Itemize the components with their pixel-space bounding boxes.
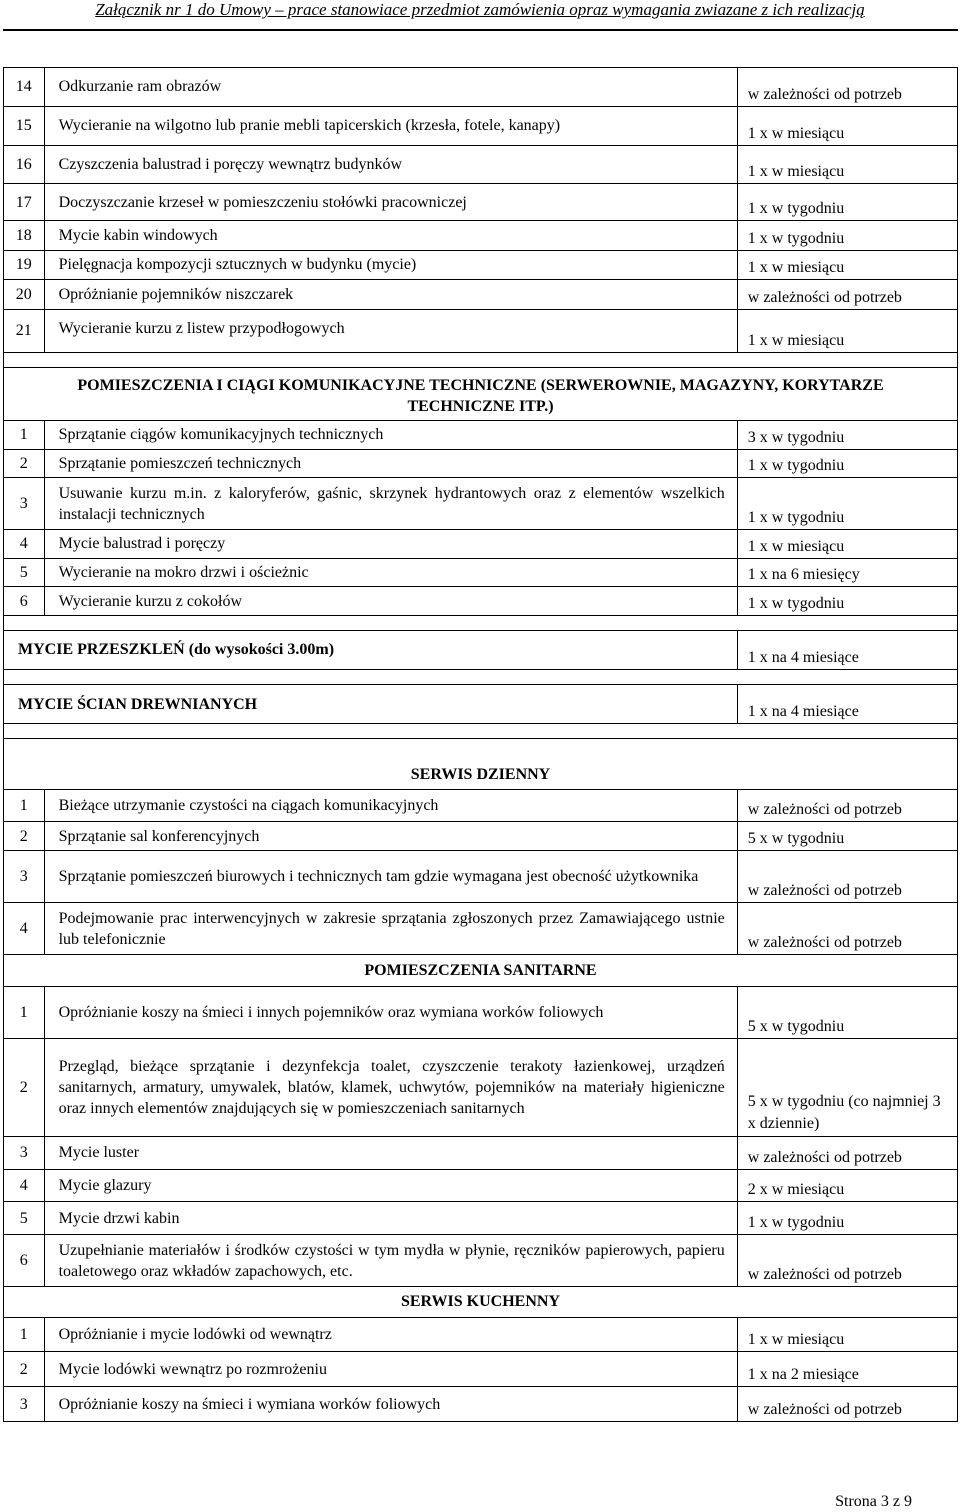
row-frequency: 1 x w tygodniu bbox=[737, 449, 957, 478]
row-frequency: w zależności od potrzeb bbox=[737, 1387, 957, 1422]
row-number: 5 bbox=[4, 1202, 45, 1235]
table-row bbox=[4, 1352, 958, 1387]
row-description: Przegląd, bieżące sprzątanie i dezynfekcja toalet, czyszczenie terakoty łazienkowej, urządzeń sanitarnych, armatury, umywalek, blatów, klamek, uchwytów, pojemników na materiały higieniczne oraz innych elementów znajdujących się w pomieszczeniach sanitarnych bbox=[44, 1039, 737, 1137]
services-table bbox=[3, 67, 958, 1422]
row-number: 1 bbox=[4, 790, 45, 822]
row-frequency: w zależności od potrzeb bbox=[737, 851, 957, 903]
row-description: Opróżnianie pojemników niszczarek bbox=[44, 280, 737, 310]
glass-washing-title: MYCIE PRZESZKLEŃ (do wysokości 3.00m) bbox=[4, 631, 738, 670]
row-frequency: w zależności od potrzeb bbox=[737, 280, 957, 310]
row-description: Uzupełnianie materiałów i środków czystości w tym mydła w płynie, ręczników papierowych, papieru toaletowego oraz wkładów zapachowych, etc. bbox=[44, 1235, 737, 1287]
row-description: Opróżnianie i mycie lodówki od wewnątrz bbox=[44, 1317, 737, 1352]
row-description: Sprzątanie pomieszczeń technicznych bbox=[44, 449, 737, 478]
row-description: Wycieranie kurzu z listew przypodłogowych bbox=[44, 309, 737, 352]
row-frequency: w zależności od potrzeb bbox=[737, 1137, 957, 1170]
row-description: Odkurzanie ram obrazów bbox=[44, 68, 737, 107]
row-description: Sprzątanie ciągów komunikacyjnych technicznych bbox=[44, 420, 737, 449]
row-frequency: 1 x w tygodniu bbox=[737, 184, 957, 221]
row-number: 2 bbox=[4, 821, 45, 851]
row-description: Czyszczenia balustrad i poręczy wewnątrz budynków bbox=[44, 145, 737, 184]
table-row bbox=[4, 1137, 958, 1170]
table-row bbox=[4, 1202, 958, 1235]
row-description: Wycieranie na mokro drzwi i ościeżnic bbox=[44, 558, 737, 587]
spacer-row bbox=[4, 615, 958, 630]
section-title-sanitary: POMIESZCZENIA SANITARNE bbox=[4, 955, 958, 987]
spacer-row bbox=[4, 723, 958, 738]
row-description: Sprzątanie sal konferencyjnych bbox=[44, 821, 737, 851]
section-title-technical: POMIESZCZENIA I CIĄGI KOMUNIKACYJNE TECHNICZNE (SERWEROWNIE, MAGAZYNY, KORYTARZE TECHNICZNE ITP.) bbox=[4, 367, 958, 420]
row-description: Wycieranie kurzu z cokołów bbox=[44, 587, 737, 616]
row-number: 6 bbox=[4, 1235, 45, 1287]
wooden-walls-frequency: 1 x na 4 miesiące bbox=[737, 685, 957, 724]
table-row bbox=[4, 250, 958, 280]
page-number: Strona 3 z 9 bbox=[835, 1493, 912, 1510]
table-row bbox=[4, 221, 958, 251]
row-frequency: 1 x w miesiącu bbox=[737, 309, 957, 352]
row-frequency: w zależności od potrzeb bbox=[737, 68, 957, 107]
row-frequency: 1 x w miesiącu bbox=[737, 145, 957, 184]
row-description: Opróżnianie koszy na śmieci i innych pojemników oraz wymiana worków foliowych bbox=[44, 987, 737, 1039]
row-number: 16 bbox=[4, 145, 45, 184]
row-frequency: 3 x w tygodniu bbox=[737, 420, 957, 449]
row-description: Mycie lodówki wewnątrz po rozmrożeniu bbox=[44, 1352, 737, 1387]
row-frequency: 5 x w tygodniu bbox=[737, 987, 957, 1039]
row-description: Pielęgnacja kompozycji sztucznych w budynku (mycie) bbox=[44, 250, 737, 280]
row-frequency: 1 x w miesiącu bbox=[737, 1317, 957, 1352]
table-row bbox=[4, 449, 958, 478]
table-row bbox=[4, 1039, 958, 1137]
table-row bbox=[4, 790, 958, 822]
row-description: Mycie luster bbox=[44, 1137, 737, 1170]
table-row bbox=[4, 851, 958, 903]
row-number: 15 bbox=[4, 106, 45, 145]
row-description: Doczyszczanie krzeseł w pomieszczeniu stołówki pracowniczej bbox=[44, 184, 737, 221]
row-number: 1 bbox=[4, 1317, 45, 1352]
row-number: 2 bbox=[4, 449, 45, 478]
spacer-row bbox=[4, 669, 958, 684]
section-header-row bbox=[4, 955, 958, 987]
row-number: 2 bbox=[4, 1352, 45, 1387]
row-number: 2 bbox=[4, 1039, 45, 1137]
row-frequency: 1 x w miesiącu bbox=[737, 106, 957, 145]
row-frequency: w zależności od potrzeb bbox=[737, 903, 957, 955]
row-frequency: 1 x w tygodniu bbox=[737, 587, 957, 616]
table-row bbox=[4, 1169, 958, 1202]
row-description: Sprzątanie pomieszczeń biurowych i technicznych tam gdzie wymagana jest obecność użytkownika bbox=[44, 851, 737, 903]
row-number: 5 bbox=[4, 558, 45, 587]
document-header: Załącznik nr 1 do Umowy – prace stanowiace przedmiot zamówienia opraz wymagania zwiazane z ich realizacją bbox=[95, 0, 865, 19]
table-row bbox=[4, 987, 958, 1039]
row-number: 19 bbox=[4, 250, 45, 280]
row-number: 14 bbox=[4, 68, 45, 107]
row-description: Mycie balustrad i poręczy bbox=[44, 530, 737, 559]
row-frequency: 1 x w tygodniu bbox=[737, 478, 957, 530]
table-row bbox=[4, 1235, 958, 1287]
section-title-day-service: SERWIS DZIENNY bbox=[4, 739, 958, 790]
row-number: 20 bbox=[4, 280, 45, 310]
table-row bbox=[4, 1387, 958, 1422]
table-row bbox=[4, 821, 958, 851]
row-number: 21 bbox=[4, 309, 45, 352]
row-frequency: w zależności od potrzeb bbox=[737, 1235, 957, 1287]
table-row bbox=[4, 530, 958, 559]
row-number: 4 bbox=[4, 903, 45, 955]
row-number: 3 bbox=[4, 478, 45, 530]
table-row bbox=[4, 184, 958, 221]
row-description: Podejmowanie prac interwencyjnych w zakresie sprzątania zgłoszonych przez Zamawiającego ustnie lub telefonicznie bbox=[44, 903, 737, 955]
table-row bbox=[4, 478, 958, 530]
row-description: Mycie drzwi kabin bbox=[44, 1202, 737, 1235]
row-frequency: 5 x w tygodniu (co najmniej 3 x dziennie) bbox=[737, 1039, 957, 1137]
row-frequency: 1 x w miesiącu bbox=[737, 250, 957, 280]
row-number: 4 bbox=[4, 530, 45, 559]
row-frequency: 1 x w tygodniu bbox=[737, 221, 957, 251]
row-number: 18 bbox=[4, 221, 45, 251]
row-description: Mycie kabin windowych bbox=[44, 221, 737, 251]
section-header-row bbox=[4, 1287, 958, 1318]
section-header-row bbox=[4, 367, 958, 420]
row-number: 3 bbox=[4, 851, 45, 903]
row-frequency: 1 x na 2 miesiące bbox=[737, 1352, 957, 1387]
table-row bbox=[4, 558, 958, 587]
row-frequency: 1 x na 6 miesięcy bbox=[737, 558, 957, 587]
row-number: 1 bbox=[4, 420, 45, 449]
table-row bbox=[4, 420, 958, 449]
table-row bbox=[4, 587, 958, 616]
row-description: Opróżnianie koszy na śmieci i wymiana worków foliowych bbox=[44, 1387, 737, 1422]
row-number: 6 bbox=[4, 587, 45, 616]
row-description: Mycie glazury bbox=[44, 1169, 737, 1202]
row-description: Wycieranie na wilgotno lub pranie mebli tapicerskich (krzesła, fotele, kanapy) bbox=[44, 106, 737, 145]
row-number: 4 bbox=[4, 1169, 45, 1202]
table-row bbox=[4, 68, 958, 107]
row-frequency: 5 x w tygodniu bbox=[737, 821, 957, 851]
row-frequency: 2 x w miesiącu bbox=[737, 1169, 957, 1202]
row-number: 17 bbox=[4, 184, 45, 221]
row-frequency: 1 x w tygodniu bbox=[737, 1202, 957, 1235]
glass-washing-frequency: 1 x na 4 miesiące bbox=[737, 631, 957, 670]
wooden-walls-title: MYCIE ŚCIAN DREWNIANYCH bbox=[4, 685, 738, 724]
row-frequency: w zależności od potrzeb bbox=[737, 790, 957, 822]
row-number: 3 bbox=[4, 1387, 45, 1422]
table-row bbox=[4, 106, 958, 145]
table-row bbox=[4, 145, 958, 184]
table-row bbox=[4, 685, 958, 724]
section-header-row bbox=[4, 739, 958, 790]
table-row bbox=[4, 631, 958, 670]
table-row bbox=[4, 280, 958, 310]
table-row bbox=[4, 1317, 958, 1352]
section-title-kitchen-service: SERWIS KUCHENNY bbox=[4, 1287, 958, 1318]
table-row bbox=[4, 903, 958, 955]
header-rule bbox=[3, 29, 958, 31]
spacer-row bbox=[4, 352, 958, 367]
row-frequency: 1 x w miesiącu bbox=[737, 530, 957, 559]
row-number: 1 bbox=[4, 987, 45, 1039]
row-description: Usuwanie kurzu m.in. z kaloryferów, gaśnic, skrzynek hydrantowych oraz z elementów wszelkich instalacji technicznych bbox=[44, 478, 737, 530]
row-number: 3 bbox=[4, 1137, 45, 1170]
row-description: Bieżące utrzymanie czystości na ciągach komunikacyjnych bbox=[44, 790, 737, 822]
table-row bbox=[4, 309, 958, 352]
